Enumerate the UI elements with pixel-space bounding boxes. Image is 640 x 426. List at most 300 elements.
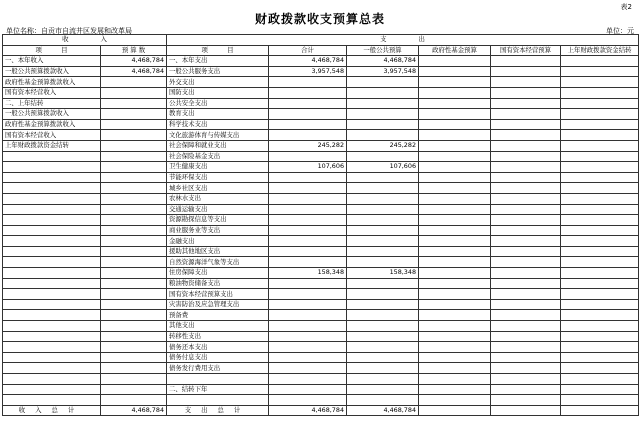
- state-capital-value: [491, 119, 561, 130]
- income-item: [3, 236, 101, 247]
- state-capital-value: [491, 183, 561, 194]
- income-budget-value: [101, 225, 167, 236]
- state-capital-value: [491, 257, 561, 268]
- expense-general-value: [347, 363, 419, 374]
- income-item: [3, 321, 101, 332]
- income-item: 国有资本经营收入: [3, 130, 101, 141]
- income-item: 上年财政拨款资金结转: [3, 140, 101, 151]
- prior-year-value: [561, 56, 639, 67]
- income-budget-value: [101, 98, 167, 109]
- table-row: [3, 352, 639, 363]
- expense-general-value: [347, 395, 419, 406]
- income-budget-value: [101, 87, 167, 98]
- expense-total-value: [269, 363, 347, 374]
- income-item: [3, 162, 101, 173]
- prior-year-value: [561, 299, 639, 310]
- fund-budget-value: [419, 331, 491, 342]
- fund-budget-value: [419, 289, 491, 300]
- prior-year-value: [561, 193, 639, 204]
- fund-budget-value: [419, 342, 491, 353]
- fund-budget-value: [419, 151, 491, 162]
- income-group-header: 收 入: [3, 35, 167, 46]
- expense-general-value: 4,468,784: [347, 56, 419, 67]
- state-capital-value: [491, 268, 561, 279]
- income-item: 一、本年收入: [3, 56, 101, 67]
- table-row: [3, 321, 639, 332]
- income-budget-value: [101, 151, 167, 162]
- table-row: [3, 289, 639, 300]
- expense-item: 社会保险基金支出: [167, 151, 269, 162]
- income-budget-value: [101, 119, 167, 130]
- expense-item: 住房保障支出: [167, 268, 269, 279]
- state-capital-total: [491, 405, 561, 416]
- income-budget-value: [101, 77, 167, 88]
- prior-year-value: [561, 363, 639, 374]
- income-item: [3, 246, 101, 257]
- expense-general-value: [347, 204, 419, 215]
- header-row-columns: [3, 45, 639, 56]
- income-total-label: 收入总计: [3, 405, 101, 416]
- expense-total-value: [269, 352, 347, 363]
- table-row: [3, 183, 639, 194]
- income-budget-value: [101, 109, 167, 120]
- fund-budget-header: 政府性基金预算: [419, 45, 491, 56]
- income-budget-value: [101, 193, 167, 204]
- prior-year-value: [561, 321, 639, 332]
- expense-item: 转移性支出: [167, 331, 269, 342]
- income-item: [3, 257, 101, 268]
- expense-general-total: 4,468,784: [347, 405, 419, 416]
- income-budget-value: [101, 278, 167, 289]
- expense-item: 教育支出: [167, 109, 269, 120]
- income-item-header: 项 目: [3, 45, 101, 56]
- expense-item: 二、结转下年: [167, 384, 269, 395]
- income-item: 政府性基金预算拨款收入: [3, 77, 101, 88]
- expense-general-value: [347, 130, 419, 141]
- fund-budget-value: [419, 130, 491, 141]
- table-row: [3, 77, 639, 88]
- fund-budget-value: [419, 162, 491, 173]
- prior-year-value: [561, 130, 639, 141]
- expense-general-value: 158,348: [347, 268, 419, 279]
- prior-year-value: [561, 268, 639, 279]
- state-capital-value: [491, 363, 561, 374]
- state-capital-value: [491, 374, 561, 385]
- expense-general-value: [347, 299, 419, 310]
- fund-budget-total: [419, 405, 491, 416]
- table-row: [3, 130, 639, 141]
- expense-item: 卫生健康支出: [167, 162, 269, 173]
- prior-year-value: [561, 109, 639, 120]
- expense-item: 援助其他地区支出: [167, 246, 269, 257]
- fund-budget-value: [419, 236, 491, 247]
- expense-total-value: [269, 109, 347, 120]
- state-capital-value: [491, 193, 561, 204]
- table-row: [3, 66, 639, 77]
- fund-budget-value: [419, 98, 491, 109]
- expense-general-value: [347, 278, 419, 289]
- fund-budget-value: [419, 204, 491, 215]
- expense-total-value: [269, 257, 347, 268]
- expense-total-label: 支出总计: [167, 405, 269, 416]
- expense-general-value: [347, 257, 419, 268]
- expense-total-value: [269, 204, 347, 215]
- expense-general-value: 245,282: [347, 140, 419, 151]
- expense-item: 农林水支出: [167, 193, 269, 204]
- income-budget-value: [101, 257, 167, 268]
- fund-budget-value: [419, 395, 491, 406]
- income-item: [3, 172, 101, 183]
- expense-item: 国有资本经营预算支出: [167, 289, 269, 300]
- expense-total-value: [269, 395, 347, 406]
- unit-name: 单位名称：自贡市自流井区发展和改革局: [6, 27, 132, 35]
- expense-item: 社会保障和就业支出: [167, 140, 269, 151]
- prior-year-value: [561, 77, 639, 88]
- expense-item: 预备费: [167, 310, 269, 321]
- expense-general-value: [347, 374, 419, 385]
- prior-year-value: [561, 374, 639, 385]
- expense-item: 灾害防治及应急管理支出: [167, 299, 269, 310]
- table-row: [3, 225, 639, 236]
- fund-budget-value: [419, 109, 491, 120]
- income-item: [3, 363, 101, 374]
- expense-item: 交通运输支出: [167, 204, 269, 215]
- income-budget-value: [101, 342, 167, 353]
- budget-table: [2, 34, 639, 416]
- expense-general-value: [347, 310, 419, 321]
- state-capital-value: [491, 331, 561, 342]
- income-item: 政府性基金预算拨款收入: [3, 119, 101, 130]
- income-item: 二、上年结转: [3, 98, 101, 109]
- table-row: [3, 162, 639, 173]
- income-budget-value: [101, 331, 167, 342]
- expense-total-value: 107,606: [269, 162, 347, 173]
- table-row: [3, 310, 639, 321]
- expense-item: 公共安全支出: [167, 98, 269, 109]
- expense-total-value: 158,348: [269, 268, 347, 279]
- prior-year-value: [561, 183, 639, 194]
- expense-item: 科学技术支出: [167, 119, 269, 130]
- state-capital-value: [491, 140, 561, 151]
- prior-year-value: [561, 225, 639, 236]
- expense-item: 商业服务业等支出: [167, 225, 269, 236]
- expense-general-value: 3,957,548: [347, 66, 419, 77]
- table-row: [3, 87, 639, 98]
- expense-item: 其他支出: [167, 321, 269, 332]
- expense-total-value: [269, 172, 347, 183]
- prior-year-value: [561, 87, 639, 98]
- expense-group-header: 支 出: [167, 35, 639, 46]
- state-capital-value: [491, 215, 561, 226]
- expense-total-value: [269, 299, 347, 310]
- expense-item: [167, 374, 269, 385]
- income-budget-value: [101, 140, 167, 151]
- income-item: [3, 204, 101, 215]
- expense-general-value: [347, 193, 419, 204]
- prior-year-value: [561, 162, 639, 173]
- table-row: [3, 215, 639, 226]
- expense-item: 自然资源海洋气象等支出: [167, 257, 269, 268]
- prior-year-value: [561, 257, 639, 268]
- state-capital-value: [491, 236, 561, 247]
- expense-total-value: [269, 77, 347, 88]
- expense-total-value: [269, 87, 347, 98]
- state-capital-value: [491, 395, 561, 406]
- general-budget-header: 一般公共预算: [347, 45, 419, 56]
- total-row: [3, 405, 639, 416]
- expense-total-value: [269, 98, 347, 109]
- state-capital-value: [491, 310, 561, 321]
- table-row: [3, 246, 639, 257]
- table-row: [3, 342, 639, 353]
- expense-total-value: [269, 183, 347, 194]
- expense-item: 粮油物资储备支出: [167, 278, 269, 289]
- fund-budget-value: [419, 374, 491, 385]
- income-budget-value: 4,468,784: [101, 66, 167, 77]
- expense-general-value: [347, 236, 419, 247]
- table-row: [3, 278, 639, 289]
- table-row: [3, 268, 639, 279]
- income-item: 一般公共预算拨款收入: [3, 66, 101, 77]
- income-budget-value: [101, 395, 167, 406]
- income-item: [3, 299, 101, 310]
- expense-general-value: [347, 289, 419, 300]
- income-item: [3, 215, 101, 226]
- prior-year-value: [561, 119, 639, 130]
- fund-budget-value: [419, 56, 491, 67]
- fund-budget-value: [419, 140, 491, 151]
- state-capital-value: [491, 384, 561, 395]
- income-item: [3, 374, 101, 385]
- prior-year-total: [561, 405, 639, 416]
- table-number: 表2: [620, 3, 632, 11]
- expense-item: 债务付息支出: [167, 352, 269, 363]
- state-capital-value: [491, 56, 561, 67]
- state-capital-value: [491, 352, 561, 363]
- expense-total-value: [269, 119, 347, 130]
- fund-budget-value: [419, 87, 491, 98]
- table-row: [3, 363, 639, 374]
- income-budget-value: [101, 374, 167, 385]
- income-item: [3, 384, 101, 395]
- expense-item: 文化旅游体育与传媒支出: [167, 130, 269, 141]
- expense-general-value: [347, 246, 419, 257]
- income-budget-value: [101, 162, 167, 173]
- expense-total-value: [269, 310, 347, 321]
- fund-budget-value: [419, 246, 491, 257]
- state-capital-value: [491, 162, 561, 173]
- table-row: [3, 151, 639, 162]
- expense-item: 节能环保支出: [167, 172, 269, 183]
- expense-total-value: [269, 278, 347, 289]
- state-capital-value: [491, 278, 561, 289]
- expense-general-value: [347, 352, 419, 363]
- table-row: [3, 56, 639, 67]
- state-capital-value: [491, 299, 561, 310]
- expense-item: 债务发行费用支出: [167, 363, 269, 374]
- expense-item: 一、本年支出: [167, 56, 269, 67]
- state-capital-header: 国有资本经营预算: [491, 45, 561, 56]
- table-row: [3, 98, 639, 109]
- prior-year-value: [561, 331, 639, 342]
- state-capital-value: [491, 109, 561, 120]
- expense-grand-total: 4,468,784: [269, 405, 347, 416]
- expense-total-value: [269, 215, 347, 226]
- expense-general-value: [347, 215, 419, 226]
- state-capital-value: [491, 151, 561, 162]
- prior-year-value: [561, 278, 639, 289]
- expense-total-value: [269, 236, 347, 247]
- expense-item: 债务还本支出: [167, 342, 269, 353]
- expense-general-value: [347, 321, 419, 332]
- income-item: [3, 395, 101, 406]
- income-item: [3, 352, 101, 363]
- fund-budget-value: [419, 172, 491, 183]
- table-row: [3, 172, 639, 183]
- income-total-value: 4,468,784: [101, 405, 167, 416]
- expense-total-value: [269, 130, 347, 141]
- state-capital-value: [491, 204, 561, 215]
- prior-year-header: 上年财政拨款资金结转: [561, 45, 639, 56]
- expense-item: 金融支出: [167, 236, 269, 247]
- total-header: 合计: [269, 45, 347, 56]
- fund-budget-value: [419, 66, 491, 77]
- income-item: [3, 193, 101, 204]
- fund-budget-value: [419, 183, 491, 194]
- income-item: [3, 331, 101, 342]
- prior-year-value: [561, 342, 639, 353]
- income-budget-value: [101, 183, 167, 194]
- prior-year-value: [561, 140, 639, 151]
- prior-year-value: [561, 236, 639, 247]
- income-budget-value: [101, 289, 167, 300]
- table-row: [3, 109, 639, 120]
- income-budget-value: [101, 172, 167, 183]
- expense-total-value: [269, 225, 347, 236]
- income-item: [3, 342, 101, 353]
- prior-year-value: [561, 172, 639, 183]
- table-row: [3, 384, 639, 395]
- table-row: [3, 204, 639, 215]
- fund-budget-value: [419, 77, 491, 88]
- fund-budget-value: [419, 257, 491, 268]
- state-capital-value: [491, 130, 561, 141]
- income-item: [3, 183, 101, 194]
- income-budget-value: [101, 384, 167, 395]
- table-row: [3, 119, 639, 130]
- prior-year-value: [561, 352, 639, 363]
- income-budget-value: [101, 352, 167, 363]
- income-item: [3, 289, 101, 300]
- income-budget-value: [101, 299, 167, 310]
- income-item: [3, 268, 101, 279]
- page-title: 财政拨款收支预算总表: [254, 12, 385, 26]
- fund-budget-value: [419, 384, 491, 395]
- expense-general-value: [347, 183, 419, 194]
- income-item: [3, 278, 101, 289]
- income-budget-value: 4,468,784: [101, 56, 167, 67]
- prior-year-value: [561, 310, 639, 321]
- income-budget-value: [101, 363, 167, 374]
- prior-year-value: [561, 289, 639, 300]
- prior-year-value: [561, 98, 639, 109]
- income-budget-value: [101, 130, 167, 141]
- income-budget-value: [101, 310, 167, 321]
- expense-general-value: [347, 331, 419, 342]
- state-capital-value: [491, 172, 561, 183]
- expense-item: 国防支出: [167, 87, 269, 98]
- table-row: [3, 257, 639, 268]
- expense-total-value: 3,957,548: [269, 66, 347, 77]
- state-capital-value: [491, 321, 561, 332]
- expense-total-value: [269, 193, 347, 204]
- expense-total-value: [269, 289, 347, 300]
- fund-budget-value: [419, 278, 491, 289]
- state-capital-value: [491, 246, 561, 257]
- income-item: [3, 225, 101, 236]
- table-row: [3, 236, 639, 247]
- state-capital-value: [491, 66, 561, 77]
- expense-general-value: [347, 77, 419, 88]
- expense-general-value: [347, 172, 419, 183]
- prior-year-value: [561, 384, 639, 395]
- table-row: [3, 395, 639, 406]
- fund-budget-value: [419, 310, 491, 321]
- prior-year-value: [561, 246, 639, 257]
- prior-year-value: [561, 151, 639, 162]
- fund-budget-value: [419, 268, 491, 279]
- income-budget-value: [101, 215, 167, 226]
- income-budget-value: [101, 246, 167, 257]
- expense-total-value: 4,468,784: [269, 56, 347, 67]
- state-capital-value: [491, 98, 561, 109]
- income-item: 一般公共预算拨款收入: [3, 109, 101, 120]
- prior-year-value: [561, 204, 639, 215]
- expense-item: [167, 395, 269, 406]
- expense-general-value: [347, 384, 419, 395]
- table-row: [3, 140, 639, 151]
- expense-total-value: [269, 374, 347, 385]
- expense-item: 一般公共服务支出: [167, 66, 269, 77]
- prior-year-value: [561, 66, 639, 77]
- expense-total-value: [269, 321, 347, 332]
- income-budget-value: [101, 268, 167, 279]
- fund-budget-value: [419, 321, 491, 332]
- income-item: 国有资本经营收入: [3, 87, 101, 98]
- fund-budget-value: [419, 363, 491, 374]
- fund-budget-value: [419, 352, 491, 363]
- fund-budget-value: [419, 193, 491, 204]
- income-budget-value: [101, 321, 167, 332]
- header-row-groups: [3, 35, 639, 46]
- expense-total-value: [269, 151, 347, 162]
- expense-total-value: [269, 331, 347, 342]
- expense-total-value: 245,282: [269, 140, 347, 151]
- table-row: [3, 299, 639, 310]
- income-budget-value: [101, 236, 167, 247]
- expense-general-value: [347, 151, 419, 162]
- expense-item-header: 项 目: [167, 45, 269, 56]
- fund-budget-value: [419, 225, 491, 236]
- income-budget-value: [101, 204, 167, 215]
- prior-year-value: [561, 215, 639, 226]
- expense-item: 外交支出: [167, 77, 269, 88]
- expense-total-value: [269, 342, 347, 353]
- currency-unit: 单位：元: [606, 27, 634, 35]
- expense-total-value: [269, 246, 347, 257]
- expense-item: 城乡社区支出: [167, 183, 269, 194]
- income-item: [3, 310, 101, 321]
